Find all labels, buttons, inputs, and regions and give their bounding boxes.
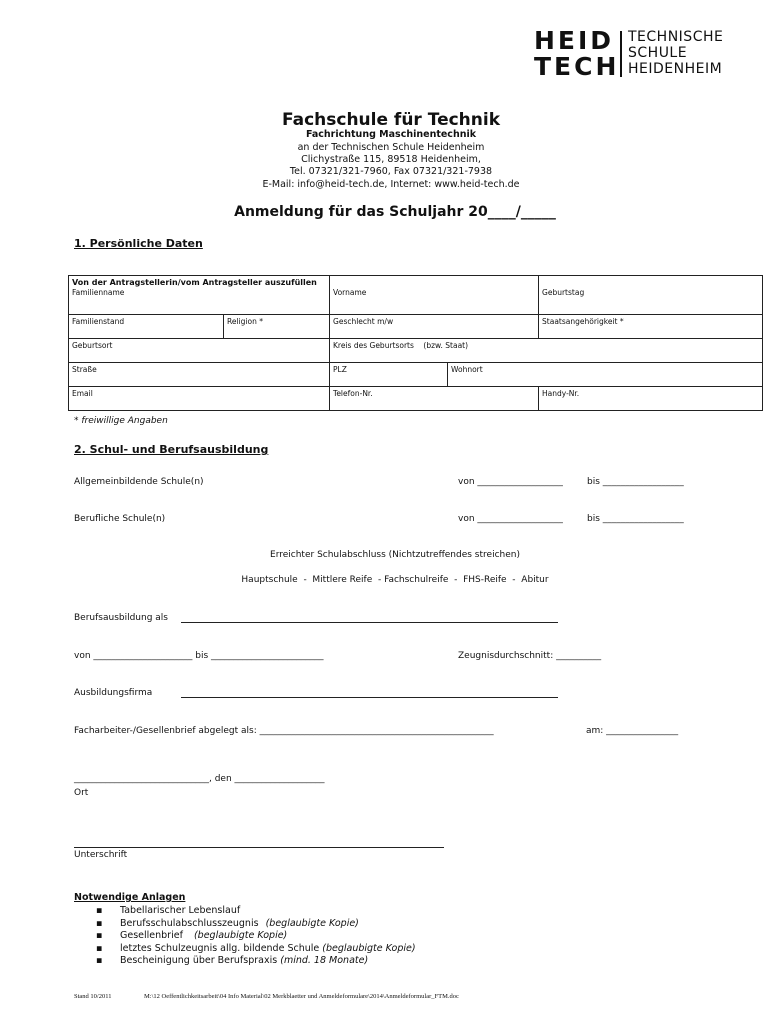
logo-mark [534,28,619,80]
field-ort-datum[interactable]: ______________________________, den ____________________ [74,774,325,784]
label-berufl-schule: Berufliche Schule(n) [74,514,166,524]
field-handy[interactable]: Handy-Nr. [539,387,763,411]
field-zeugnisdurchschnitt[interactable]: Zeugnisdurchschnitt: __________ [458,651,602,661]
bullet-icon: ▪ [96,917,103,929]
footer-path: M:\12 Oeffentlichkeitsarbeit\04 Info Material\02 Merkblaetter und Anmeldeformulare\2014\Anmeldeformular_FTM.doc [144,993,459,1000]
abschluss-options[interactable]: Hauptschule - Mittlere Reife - Fachschulreife - FHS-Reife - Abitur [241,575,549,585]
address-line-3: Tel. 07321/321-7960, Fax 07321/321-7938 [289,166,493,177]
field-berufl-von[interactable]: von ___________________ [458,514,563,524]
document-title: Fachschule für Technik [281,110,501,130]
label-allg-schule: Allgemeinbildende Schule(n) [74,477,204,487]
anlagen-list [96,905,416,968]
logo-mark-line1: HEID [534,26,615,55]
footnote-freiwillig: * freiwillige Angaben [74,416,168,426]
label-unterschrift: Unterschrift [74,850,128,860]
field-strasse[interactable]: Straße [69,363,330,387]
field-geburtstag[interactable]: Geburtstag [539,276,763,315]
bullet-icon: ▪ [96,905,103,916]
label-ausbildungsfirma: Ausbildungsfirma [74,688,153,698]
field-kreis-geburtsort[interactable]: Kreis des Geburtsorts (bzw. Staat) [330,339,763,363]
field-familienname[interactable]: Familienname [69,276,330,315]
personal-data-table [68,275,763,411]
field-staatsangehoerigkeit[interactable]: Staatsangehörigkeit * [539,315,763,339]
field-facharbeiterbrief[interactable]: Facharbeiter-/Gesellenbrief abgelegt als: ____________________________________________________ [74,726,494,736]
logo-mark-line2: TECH [534,52,620,81]
field-allg-von[interactable]: von ___________________ [458,477,563,487]
list-item: ▪ Berufsschulabschlusszeugnis (beglaubigte Kopie) [96,917,359,929]
field-geburtsort[interactable]: Geburtsort [69,339,330,363]
footer-stand: Stand 10/2011 [74,993,112,1000]
label-ort: Ort [74,788,89,798]
document-subtitle: Fachrichtung Maschinentechnik [305,129,477,140]
section2-heading: 2. Schul- und Berufsausbildung [74,443,269,456]
list-item: ▪ Tabellarischer Lebenslauf [96,905,241,916]
list-item: ▪ Gesellenbrief (beglaubigte Kopie) [96,930,288,941]
registration-title: Anmeldung für das Schuljahr 20____/_____ [234,204,556,220]
logo-divider [620,31,622,77]
logo-text [628,29,723,77]
list-item: ▪ Bescheinigung über Berufspraxis (mind. 18 Monate) [96,955,369,966]
field-telefon[interactable]: Telefon-Nr. [330,387,539,411]
address-line-2: Clichystraße 115, 89518 Heidenheim, [301,154,481,165]
field-ausbildungsfirma[interactable] [181,697,558,698]
field-berufsausbildung[interactable] [181,622,558,623]
field-berufl-bis[interactable]: bis __________________ [587,514,684,524]
anlagen-heading: Notwendige Anlagen [74,892,186,903]
field-email[interactable]: Email [69,387,330,411]
logo-text-line1: TECHNISCHE [628,29,724,45]
field-facharbeiter-am[interactable]: am: ________________ [586,726,679,736]
bullet-icon: ▪ [96,955,103,966]
field-familienstand[interactable]: Familienstand [69,315,224,339]
logo-text-line3: HEIDENHEIM [628,61,723,77]
bullet-icon: ▪ [96,930,103,941]
list-item: ▪ letztes Schulzeugnis allg. bildende Schule (beglaubigte Kopie) [96,942,416,954]
label-berufsausbildung: Berufsausbildung als [74,613,168,623]
field-wohnort[interactable]: Wohnort [448,363,763,387]
field-geschlecht[interactable]: Geschlecht m/w [330,315,539,339]
logo-text-line2: SCHULE [628,45,688,61]
address-line-4: E-Mail: info@heid-tech.de, Internet: www.heid-tech.de [262,179,520,190]
bullet-icon: ▪ [96,942,103,954]
table-caption: Von der Antragstellerin/vom Antragsteller auszufüllen [72,278,317,287]
address-line-1: an der Technischen Schule Heidenheim [297,142,485,153]
abschluss-label: Erreichter Schulabschluss (Nichtzutreffendes streichen) [270,550,520,560]
field-plz[interactable]: PLZ [330,363,448,387]
field-unterschrift[interactable] [74,847,444,848]
section1-heading: 1. Persönliche Daten [74,237,203,250]
field-allg-bis[interactable]: bis __________________ [587,477,684,487]
field-vorname[interactable]: Vorname [330,276,539,315]
field-religion[interactable]: Religion * [224,315,330,339]
field-ausbildung-zeitraum[interactable]: von ______________________ bis _________________________ [74,651,324,661]
